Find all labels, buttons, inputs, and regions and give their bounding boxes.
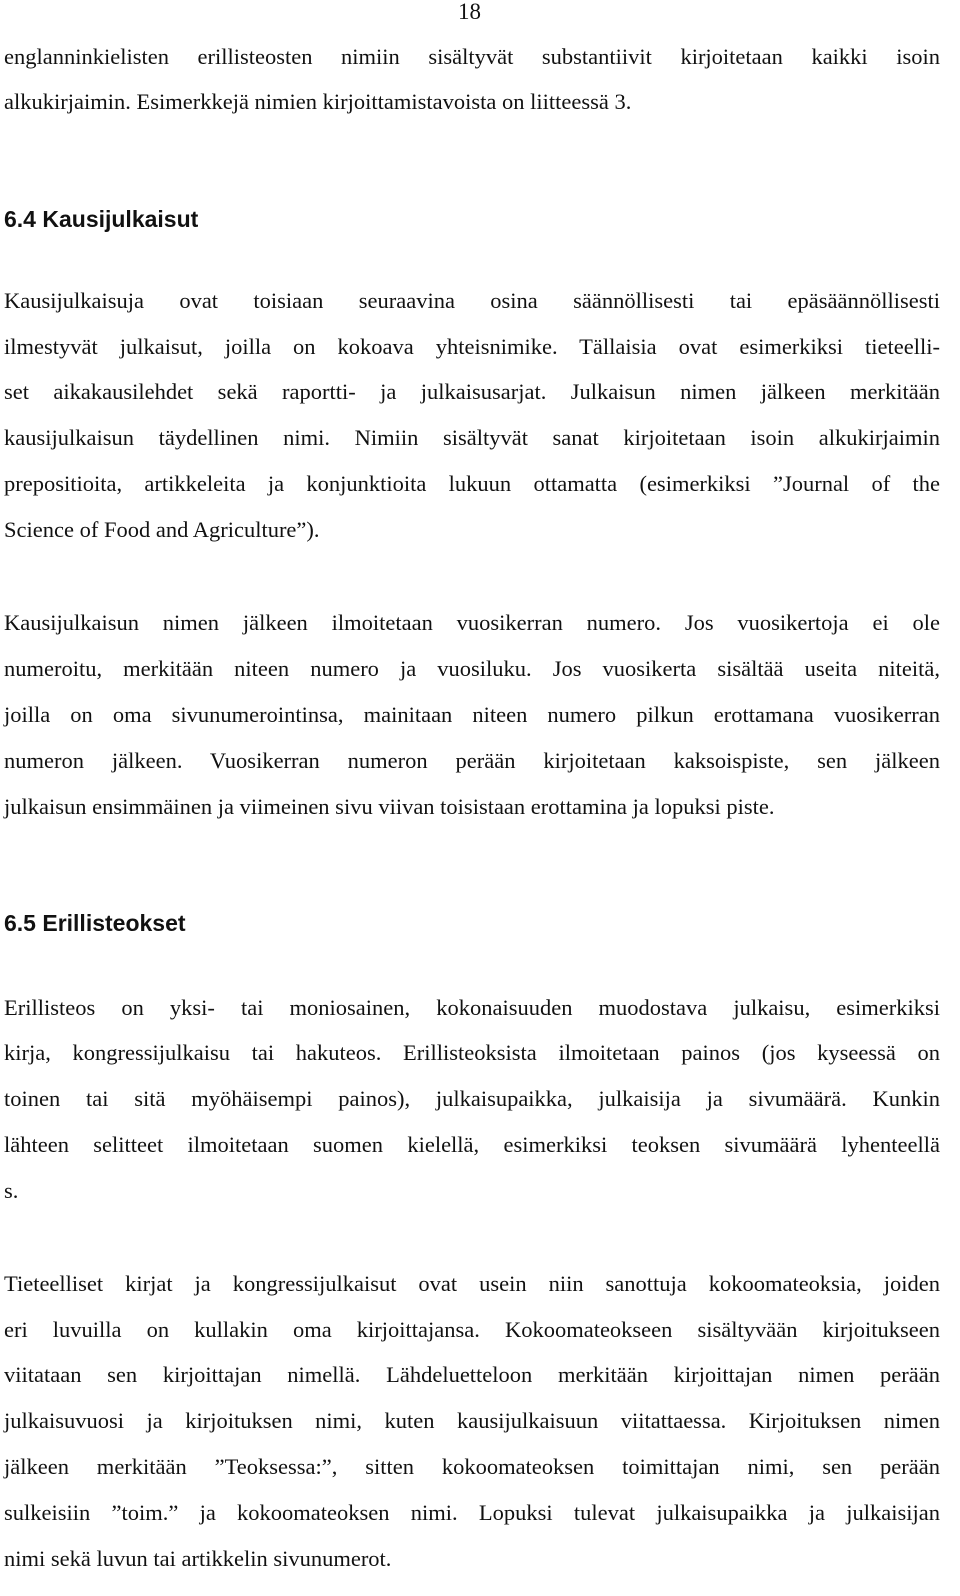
s65-p2-line-1: Tieteelliset kirjat ja kongressijulkaisut ovat usein niin sanottuja kokoomateoksia, joiden [4, 1271, 940, 1296]
s64-p1-line-3: set aikakausilehdet sekä raportti- ja julkaisusarjat. Julkaisun nimen jälkeen merkitään [4, 379, 940, 404]
section-heading-6-4: 6.4 Kausijulkaisut [4, 206, 199, 232]
s64-p2-line-2: numeroitu, merkitään niteen numero ja vuosiluku. Jos vuosikerta sisältää useita niteitä, [4, 656, 940, 681]
s65-p2-line-6: sulkeisiin ”toim.” ja kokoomateoksen nimi. Lopuksi tulevat julkaisupaikka ja julkaisijan [4, 1500, 940, 1525]
s65-p1-line-4: lähteen selitteet ilmoitetaan suomen kielellä, esimerkiksi teoksen sivumäärä lyhenteellä [4, 1132, 940, 1157]
s64-p2-line-3: joilla on oma sivunumerointinsa, mainitaan niteen numero pilkun erottamana vuosikerran [4, 702, 940, 727]
s64-p1-line-2: ilmestyvät julkaisut, joilla on kokoava yhteisnimike. Tällaisia ovat esimerkiksi tieteelli- [4, 334, 940, 359]
intro-line-2: alkukirjaimin. Esimerkkejä nimien kirjoittamistavoista on liitteessä 3. [4, 89, 632, 114]
s64-p2-line-5: julkaisun ensimmäinen ja viimeinen sivu viivan toisistaan erottamina ja lopuksi piste. [4, 794, 775, 819]
s65-p1-line-2: kirja, kongressijulkaisu tai hakuteos. Erillisteoksista ilmoitetaan painos (jos kyseessä on [4, 1040, 940, 1065]
s65-p2-line-2: eri luvuilla on kullakin oma kirjoittajansa. Kokoomateokseen sisältyvään kirjoitukseen [4, 1317, 940, 1342]
section-heading-6-5: 6.5 Erillisteokset [4, 910, 186, 936]
s65-p1-line-1: Erillisteos on yksi- tai moniosainen, kokonaisuuden muodostava julkaisu, esimerkiksi [4, 995, 940, 1020]
s64-p2-line-1: Kausijulkaisun nimen jälkeen ilmoitetaan vuosikerran numero. Jos vuosikertoja ei ole [4, 610, 940, 635]
intro-line-1: englanninkielisten erillisteosten nimiin sisältyvät substantiivit kirjoitetaan kaikki isoin [4, 44, 940, 69]
s65-p2-line-3: viitataan sen kirjoittajan nimellä. Lähdeluetteloon merkitään kirjoittajan nimen perään [4, 1362, 940, 1387]
s64-p2-line-4: numeron jälkeen. Vuosikerran numeron perään kirjoitetaan kaksoispiste, sen jälkeen [4, 748, 940, 773]
s64-p1-line-4: kausijulkaisun täydellinen nimi. Nimiin sisältyvät sanat kirjoitetaan isoin alkukirjaimin [4, 425, 940, 450]
s64-p1-line-6: Science of Food and Agriculture”). [4, 517, 320, 542]
s64-p1-line-1: Kausijulkaisuja ovat toisiaan seuraavina osina säännöllisesti tai epäsäännöllisesti [4, 288, 940, 313]
s65-p2-line-7: nimi sekä luvun tai artikkelin sivunumerot. [4, 1546, 392, 1571]
s65-p1-line-5: s. [4, 1178, 19, 1203]
s65-p2-line-5: jälkeen merkitään ”Teoksessa:”, sitten kokoomateoksen toimittajan nimi, sen perään [4, 1454, 940, 1479]
s65-p2-line-4: julkaisuvuosi ja kirjoituksen nimi, kuten kausijulkaisuun viitattaessa. Kirjoituksen nimen [4, 1408, 940, 1433]
s64-p1-line-5: prepositioita, artikkeleita ja konjunktioita lukuun ottamatta (esimerkiksi ”Journal of the [4, 471, 940, 496]
s65-p1-line-3: toinen tai sitä myöhäisempi painos), julkaisupaikka, julkaisija ja sivumäärä. Kunkin [4, 1086, 940, 1111]
page-number: 18 [458, 0, 481, 24]
